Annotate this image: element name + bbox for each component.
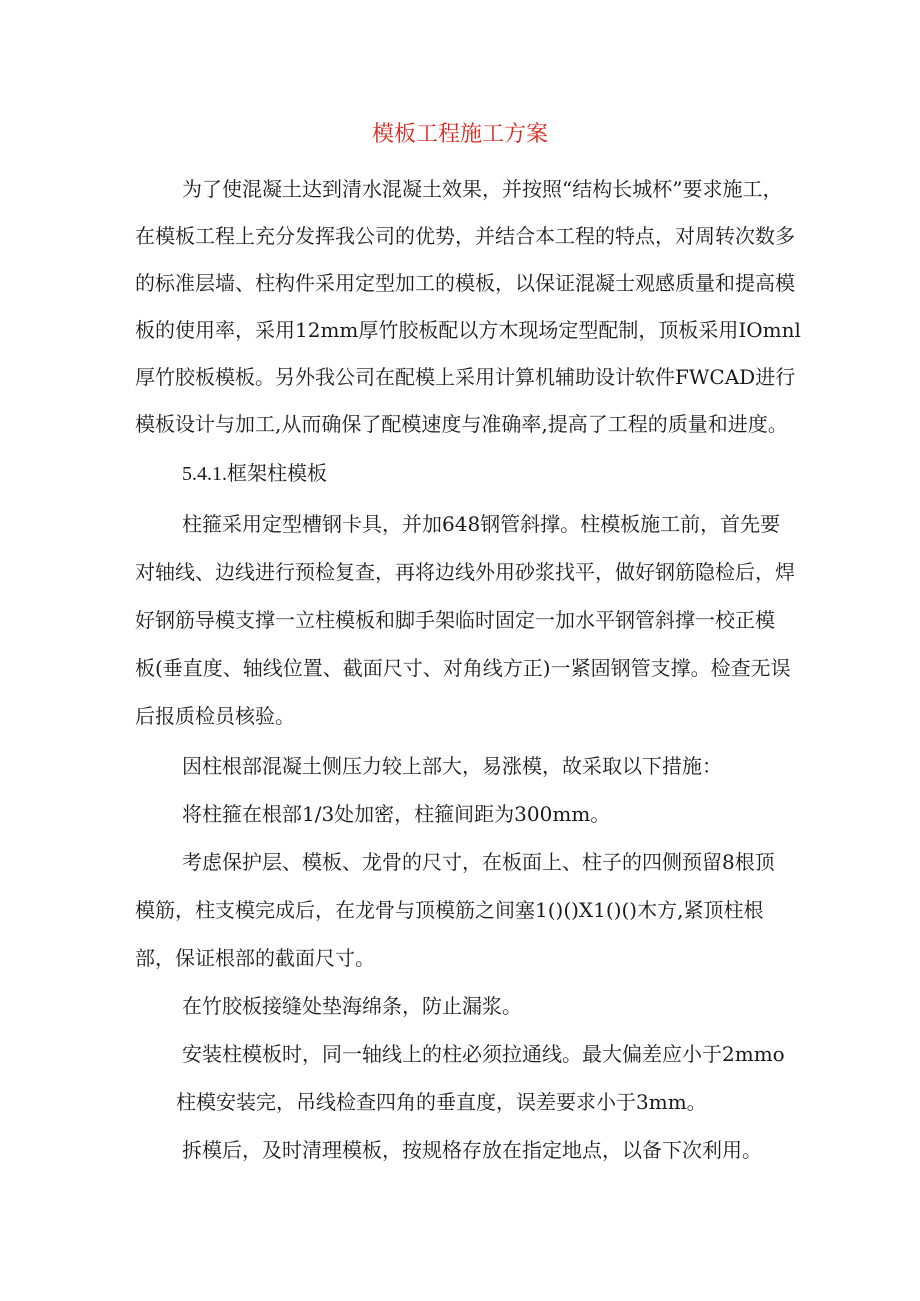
- column-line-5: 后报质检员核验。: [135, 704, 295, 728]
- page-title: 模板工程施工方案: [371, 122, 548, 147]
- intro-line-4: 板的使用率，采用12mm厚竹胶板配以方木现场定型配制，顶板采用IOmnl: [135, 318, 801, 342]
- measure-5: 柱模安装完，吊线检查四角的垂直度，误差要求小于3mm。: [176, 1090, 707, 1114]
- column-line-1: 柱箍采用定型槽钢卡具，并加648钢管斜撑。柱模板施工前，首先要: [182, 512, 781, 536]
- intro-line-6: 模板设计与加工,从而确保了配模速度与准确率,提高了工程的质量和进度。: [135, 412, 788, 436]
- measure-2-line-2: 模筋，柱支模完成后，在龙骨与顶模筋之间塞1()()X1()()木方,紧顶柱根: [135, 898, 764, 922]
- section-heading: 5.4.1.框架柱模板: [182, 463, 327, 485]
- intro-line-1: 为了使混凝土达到清水混凝土效果，并按照“结构长城杯”要求施工，: [182, 177, 783, 201]
- column-line-2: 对轴线、边线进行预检复查，再将边线外用砂浆找平，做好钢筋隐检后，焊: [135, 560, 795, 584]
- column-line-3: 好钢筋导模支撑一立柱模板和脚手架临时固定一加水平钢管斜撑一校正模: [135, 608, 775, 632]
- intro-line-5: 厚竹胶板模板。另外我公司在配模上采用计算机辅助设计软件FWCAD进行: [135, 365, 796, 389]
- measure-3: 在竹胶板接缝处垫海绵条，防止漏浆。: [182, 994, 522, 1018]
- measure-4: 安装柱模板时，同一轴线上的柱必须拉通线。最大偏差应小于2mmo: [182, 1042, 785, 1066]
- measure-1: 将柱箍在根部1/3处加密，柱箍间距为300mm。: [182, 802, 611, 826]
- measure-2-line-3: 部，保证根部的截面尺寸。: [135, 946, 375, 970]
- measure-2-line-1: 考虑保护层、模板、龙骨的尺寸，在板面上、柱子的四侧预留8根顶: [182, 850, 775, 874]
- measure-6: 拆模后，及时清理模板，按规格存放在指定地点，以备下次利用。: [182, 1138, 762, 1162]
- intro-line-2: 在模板工程上充分发挥我公司的优势，并结合本工程的特点，对周转次数多: [135, 224, 795, 248]
- measures-intro: 因柱根部混凝土侧压力较上部大，易涨模，故采取以下措施：: [182, 754, 722, 778]
- intro-line-3: 的标准层墙、柱构件采用定型加工的模板，以保证混凝士观感质量和提高模: [135, 271, 795, 295]
- column-line-4: 板(垂直度、轴线位置、截面尺寸、对角线方正)一紧固钢管支撑。检查无误: [135, 656, 791, 680]
